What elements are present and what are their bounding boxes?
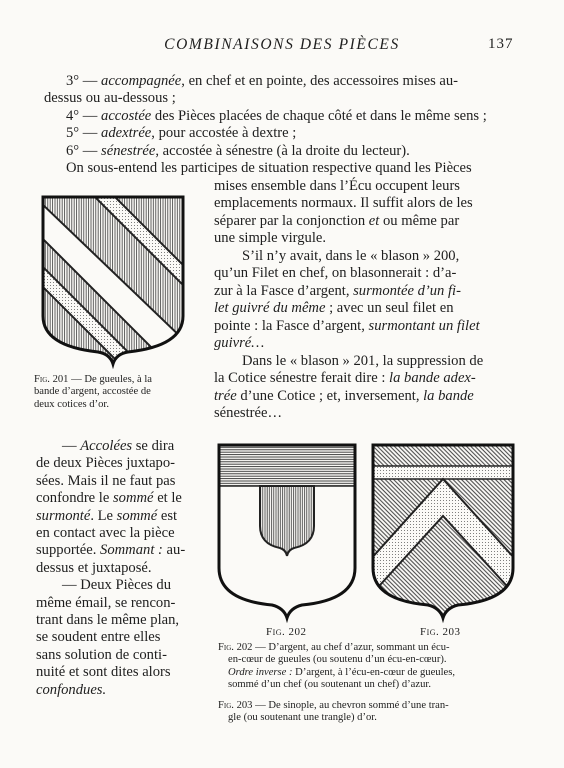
figure-201-shield <box>40 194 186 366</box>
paragraph-blason-200: S’il n’y avait, dans le « blason » 200, qu’un Filet en chef, on blasonnerait : d’a- zur à la Fasce d’argent, surmontée d’un fi- let guivré du même ; avec un seul filet en pointe : la Fasce d’argent, surmontant un filet guivré… <box>214 248 480 352</box>
figure-202-label: Fig. 202 <box>266 626 307 638</box>
list-item: 4° — accostée des Pièces placées de chaque côté et dans le même sens ; <box>66 107 487 124</box>
list-item-continuation: dessus ou au-dessous ; <box>44 90 176 107</box>
paragraph-implicit-participles: mises ensemble dans l’Écu occupent leurs emplacements normaux. Il suffit alors de les séparer par la conjonction et ou même par une simple virgule. <box>214 178 473 247</box>
figure-203-shield <box>370 442 516 620</box>
side-paragraph-accolees: — Accolées se dira de deux Pièces juxtapo- sées. Mais il ne faut pas confondre le sommé et le surmonté. Le sommé est en contact avec la pièce supportée. Sommant : au- dessus et juxtaposé. — Deux Pièces du même émail, se rencon- trant dans le même plan, se soudent entre elles sans solution de conti- nuité et sont dites alors confondues. <box>36 438 186 698</box>
figure-201-caption: Fig. 201 — De gueules, à la bande d’argent, accostée de deux cotices d’or. <box>34 374 153 410</box>
figure-203-label: Fig. 203 <box>420 626 461 638</box>
list-item: 3° — accompagnée, en chef et en pointe, des accessoires mises au- <box>66 73 459 89</box>
figure-203-caption: Fig. 203 — De sinople, au chevron sommé d’une tran- gle (ou soutenant une trangle) d’or. <box>218 700 449 724</box>
list-item: 6° — sénestrée, accostée à sénestre (à la droite du lecteur). <box>66 142 410 159</box>
running-title: COMBINAISONS DES PIÈCES <box>164 36 400 53</box>
page-number: 137 <box>488 36 514 52</box>
enumeration-list <box>44 73 487 160</box>
paragraph-first-line: On sous-entend les participes de situation respective quand les Pièces <box>66 160 472 176</box>
figure-202-caption: Fig. 202 — D’argent, au chef d’azur, sommant un écu- en-cœur de gueules (ou soutenu d’un écu-en-cœur). Ordre inverse : D’argent, à l’écu-en-cœur de gueules, sommé d’un chef (ou soutenant un chef) d’azur. <box>218 642 455 690</box>
list-item: 5° — adextrée, pour accostée à dextre ; <box>66 125 297 142</box>
figure-202-shield <box>216 442 358 620</box>
paragraph-blason-201: Dans le « blason » 201, la suppression de la Cotice sénestre ferait dire : la bande adex- trée d’une Cotice ; et, inversement, la bande sénestrée… <box>214 353 484 422</box>
